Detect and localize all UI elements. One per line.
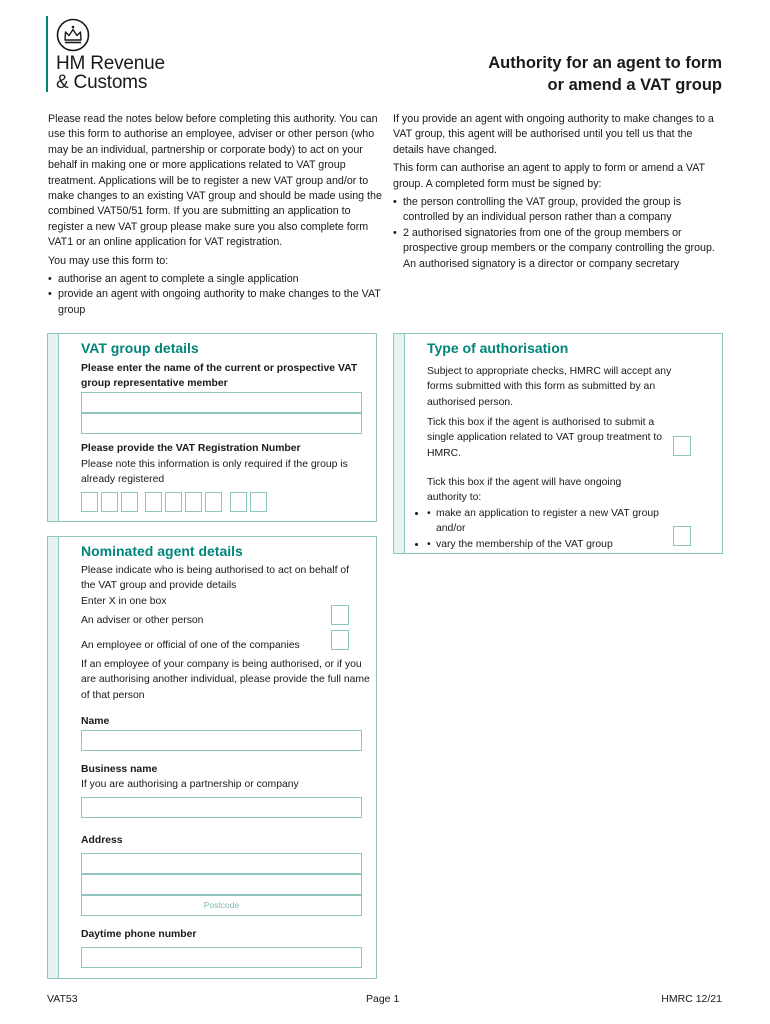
vrn-note: Please note this information is only required if the group is already registered	[81, 459, 348, 486]
address-label: Address	[81, 835, 123, 846]
royal-crest-icon	[56, 18, 90, 52]
list-item: • • make an application to register a new VAT group and/or	[427, 506, 662, 537]
vrn-label: Please provide the VAT Registration Number	[81, 443, 301, 454]
vrn-digit-box[interactable]	[101, 492, 118, 512]
postcode-placeholder: Postcode	[203, 900, 240, 910]
employee-checkbox[interactable]	[331, 630, 349, 650]
section-title: Type of authorisation	[427, 340, 569, 356]
agent-instructions: Please indicate who is being authorised to act on behalf of the VAT group and provide details	[81, 565, 350, 592]
vrn-digit-box[interactable]	[230, 492, 247, 512]
vrn-digit-box[interactable]	[121, 492, 138, 512]
rep-member-label: Please enter the name of the current or prospective VAT group representative member	[81, 363, 358, 390]
enter-x-note: Enter X in one box	[81, 596, 167, 607]
list-item: • provide an agent with ongoing authority to make changes to the VAT group	[48, 287, 382, 318]
ongoing-authority-list	[427, 506, 662, 552]
postcode-input[interactable]	[81, 895, 362, 916]
intro-left-column	[48, 112, 382, 318]
option-adviser-label: An adviser or other person	[81, 615, 204, 626]
vrn-digit-box[interactable]	[250, 492, 267, 512]
title-line1: Authority for an agent to form	[488, 54, 722, 72]
rep-member-name-line2[interactable]	[81, 413, 362, 434]
authorisation-intro: Subject to appropriate checks, HMRC will accept any forms submitted with this form as submitted by an authorised person.	[427, 366, 672, 408]
intro-paragraph: Please read the notes below before completing this authority. You can use this form to authorise an employee, adviser or other person (who may be an individual, partnership or corporate body) to act on your behalf in making one or more applications related to VAT group treatment. Applications will be to register a new VAT group and/or to make changes to an existing VAT group and should be made using the combined VAT50/51 form. If you are submitting an application to register a new VAT group please make sure you also complete form VAT1 or an online application for VAT registration.	[48, 113, 382, 249]
org-name-line2: & Customs	[56, 72, 148, 93]
business-name-label: Business name	[81, 764, 158, 775]
single-application-label: Tick this box if the agent is authorised to submit a single application related to VAT group treatment to HMRC.	[427, 417, 663, 459]
phone-input[interactable]	[81, 947, 362, 968]
vrn-digit-box[interactable]	[81, 492, 98, 512]
agent-details-panel	[47, 536, 377, 979]
adviser-checkbox[interactable]	[331, 605, 349, 625]
vrn-digit-box[interactable]	[185, 492, 202, 512]
authorisation-panel	[393, 333, 723, 554]
page-title	[488, 52, 722, 96]
intro-list	[48, 272, 382, 318]
list-item: • 2 authorised signatories from one of the group members or prospective group members or the company controlling the group. An authorised signatory is a director or company secretary	[393, 226, 725, 272]
logo-accent-bar	[46, 16, 48, 92]
org-name-line1: HM Revenue	[56, 53, 165, 74]
intro-list	[393, 195, 725, 272]
list-item: • • vary the membership of the VAT group	[427, 537, 662, 552]
intro-paragraph: You may use this form to:	[48, 254, 169, 267]
form-code: VAT53	[47, 993, 78, 1005]
ongoing-authority-label: Tick this box if the agent will have ongoing authority to:	[427, 477, 622, 504]
form-version: HMRC 12/21	[661, 993, 722, 1005]
name-label: Name	[81, 716, 110, 727]
vrn-digit-box[interactable]	[145, 492, 162, 512]
single-application-checkbox[interactable]	[673, 436, 691, 456]
address-line1-input[interactable]	[81, 853, 362, 874]
rep-member-name-line1[interactable]	[81, 392, 362, 413]
business-name-note: If you are authorising a partnership or company	[81, 779, 299, 790]
intro-right-column	[393, 112, 725, 272]
phone-label: Daytime phone number	[81, 929, 197, 940]
ongoing-authority-checkbox[interactable]	[673, 526, 691, 546]
section-title: VAT group details	[81, 340, 199, 356]
list-item: • authorise an agent to complete a single application	[48, 272, 382, 287]
page-number: Page 1	[366, 993, 400, 1005]
employee-note: If an employee of your company is being authorised, or if you are authorising another individual, please provide the full name of that person	[81, 659, 370, 701]
section-title: Nominated agent details	[81, 543, 243, 559]
vrn-input[interactable]	[81, 492, 281, 512]
vrn-digit-box[interactable]	[165, 492, 182, 512]
intro-paragraph: If you provide an agent with ongoing authority to make changes to a VAT group, this agent will be authorised until you tell us that the details have changed.	[393, 113, 714, 156]
list-item: • the person controlling the VAT group, provided the group is controlled by an individual person rather than a company	[393, 195, 725, 226]
address-line2-input[interactable]	[81, 874, 362, 895]
hmrc-logo	[46, 16, 206, 92]
option-employee-label: An employee or official of one of the companies	[81, 640, 300, 651]
vrn-digit-box[interactable]	[205, 492, 222, 512]
vat-group-panel	[47, 333, 377, 522]
name-input[interactable]	[81, 730, 362, 751]
intro-paragraph: This form can authorise an agent to apply to form or amend a VAT group. A completed form must be signed by:	[393, 162, 705, 190]
title-line2: or amend a VAT group	[547, 76, 722, 94]
business-name-input[interactable]	[81, 797, 362, 818]
